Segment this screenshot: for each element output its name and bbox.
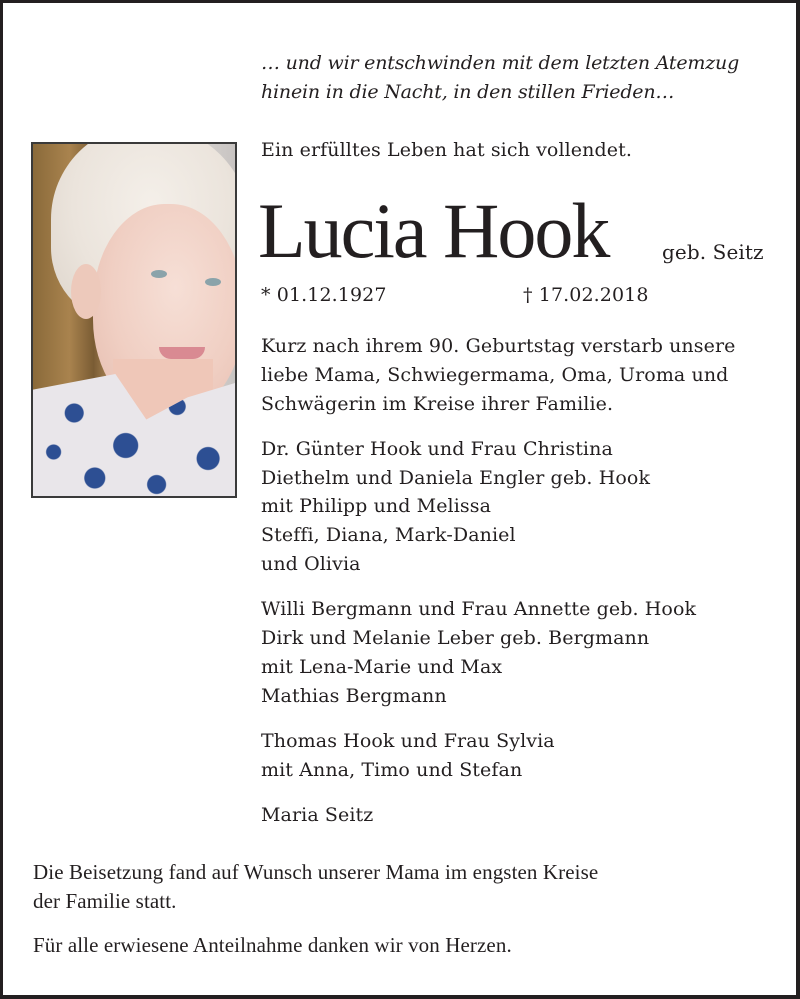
quote-line-2: hinein in die Nacht, in den stillen Frieden… [261, 81, 675, 103]
photo-ear [71, 264, 101, 319]
birth-line [261, 281, 387, 310]
deceased-name: Lucia Hook [258, 187, 609, 274]
announcement-line-1: Kurz nach ihrem 90. Geburtstag verstarb unsere [261, 335, 736, 357]
mourner-line: mit Anna, Timo und Stefan [261, 759, 523, 781]
deceased-maiden-name: geb. Seitz [662, 240, 764, 264]
death-line [523, 281, 649, 310]
death-cross-icon: † [523, 284, 533, 306]
thanks-text: Für alle erwiesene Anteilnahme danken wir von Herzen. [33, 933, 512, 957]
quote-line-1: … und wir entschwinden mit dem letzten Atemzug [261, 52, 740, 74]
birth-date: 01.12.1927 [276, 284, 387, 306]
intro-text: Ein erfülltes Leben hat sich vollendet. [261, 139, 632, 161]
mourner-line: Thomas Hook und Frau Sylvia [261, 730, 555, 752]
mourner-line: Steffi, Diana, Mark-Daniel [261, 524, 516, 546]
mourner-line: Maria Seitz [261, 804, 374, 826]
birth-star-icon: * [261, 284, 271, 306]
photo-mouth [159, 347, 205, 359]
mourner-line: Mathias Bergmann [261, 685, 447, 707]
photo-eye-left [151, 270, 167, 278]
announcement-line-3: Schwägerin im Kreise ihrer Familie. [261, 393, 614, 415]
burial-line-2: der Familie statt. [33, 889, 177, 913]
deceased-photo [31, 142, 237, 498]
mourner-line: mit Philipp und Melissa [261, 495, 492, 517]
photo-eye-right [205, 278, 221, 286]
death-date: 17.02.2018 [538, 284, 649, 306]
mourner-line: Diethelm und Daniela Engler geb. Hook [261, 467, 651, 489]
announcement-line-2: liebe Mama, Schwiegermama, Oma, Uroma und [261, 364, 729, 386]
mourner-line: Willi Bergmann und Frau Annette geb. Hook [261, 598, 697, 620]
burial-line-1: Die Beisetzung fand auf Wunsch unserer Mama im engsten Kreise [33, 860, 599, 884]
mourner-line: mit Lena-Marie und Max [261, 656, 503, 678]
mourner-line: Dirk und Melanie Leber geb. Bergmann [261, 627, 650, 649]
mourner-line: und Olivia [261, 553, 361, 575]
mourner-line: Dr. Günter Hook und Frau Christina [261, 438, 613, 460]
